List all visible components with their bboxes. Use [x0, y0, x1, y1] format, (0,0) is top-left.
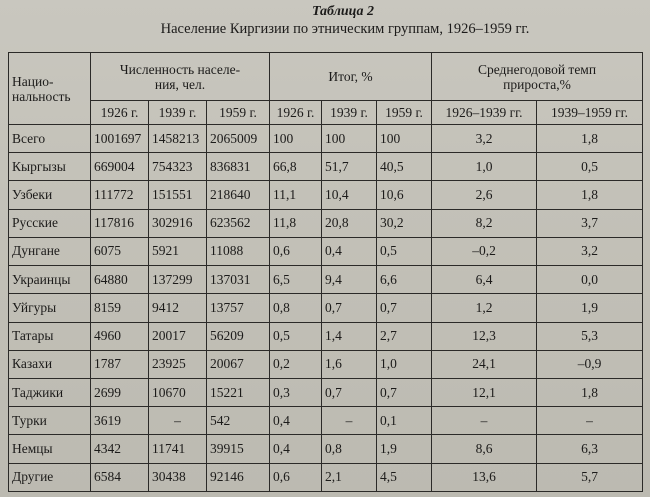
row-name: Турки [9, 407, 91, 435]
pop-1939: 754323 [149, 153, 207, 181]
pop-1959: 15221 [207, 378, 270, 406]
pop-1926: 2699 [91, 378, 149, 406]
pop-1959: 11088 [207, 237, 270, 265]
row-name: Казахи [9, 350, 91, 378]
growth-1939-1959: 1,8 [537, 378, 643, 406]
pop-1939: 9412 [149, 294, 207, 322]
share-1959: 6,6 [377, 266, 432, 294]
growth-1926-1939: 1,0 [432, 153, 537, 181]
share-1939: 0,7 [322, 294, 377, 322]
growth-1926-1939: 8,2 [432, 209, 537, 237]
growth-1926-1939: 13,6 [432, 463, 537, 491]
pop-1959: 13757 [207, 294, 270, 322]
share-1939: 20,8 [322, 209, 377, 237]
pop-1926: 1001697 [91, 125, 149, 153]
pop-1939: 10670 [149, 378, 207, 406]
pop-1939: 20017 [149, 322, 207, 350]
header-pop-1959: 1959 г. [207, 101, 270, 125]
growth-1939-1959: 0,5 [537, 153, 643, 181]
growth-1926-1939: – [432, 407, 537, 435]
share-1959: 0,7 [377, 294, 432, 322]
pop-1926: 3619 [91, 407, 149, 435]
table-row [9, 463, 643, 491]
share-1939: 0,8 [322, 435, 377, 463]
header-nationality [9, 53, 91, 125]
growth-1939-1959: 1,8 [537, 181, 643, 209]
share-1959: 0,5 [377, 237, 432, 265]
share-1959: 0,1 [377, 407, 432, 435]
header-population-text: Численность населе- ния, чел. [119, 61, 241, 92]
share-1926: 0,5 [270, 322, 322, 350]
share-1926: 0,4 [270, 407, 322, 435]
pop-1939: 137299 [149, 266, 207, 294]
share-1959: 4,5 [377, 463, 432, 491]
share-1926: 11,8 [270, 209, 322, 237]
pop-1926: 669004 [91, 153, 149, 181]
header-growth-text: Среднегодовой темп прироста,% [477, 61, 597, 92]
header-pop-1939: 1939 г. [149, 101, 207, 125]
table-row [9, 435, 643, 463]
growth-1939-1959: 3,2 [537, 237, 643, 265]
growth-1939-1959: 1,8 [537, 125, 643, 153]
share-1926: 100 [270, 125, 322, 153]
header-pop-1926: 1926 г. [91, 101, 149, 125]
pop-1939: 23925 [149, 350, 207, 378]
pop-1939: 5921 [149, 237, 207, 265]
growth-1926-1939: 2,6 [432, 181, 537, 209]
header-growth-1939-1959: 1939–1959 гг. [537, 101, 643, 125]
row-name: Всего [9, 125, 91, 153]
share-1939: 0,4 [322, 237, 377, 265]
pop-1926: 64880 [91, 266, 149, 294]
growth-1939-1959: 5,7 [537, 463, 643, 491]
row-name: Узбеки [9, 181, 91, 209]
share-1959: 10,6 [377, 181, 432, 209]
header-nationality-text: Нацио- нальность [12, 73, 71, 104]
header-share-1926: 1926 г. [270, 101, 322, 125]
share-1926: 0,4 [270, 435, 322, 463]
share-1926: 0,6 [270, 463, 322, 491]
pop-1959: 20067 [207, 350, 270, 378]
growth-1926-1939: 12,3 [432, 322, 537, 350]
table-row [9, 125, 643, 153]
growth-1939-1959: 6,3 [537, 435, 643, 463]
table-row [9, 153, 643, 181]
share-1926: 66,8 [270, 153, 322, 181]
pop-1939: – [149, 407, 207, 435]
table-row [9, 294, 643, 322]
row-name: Русские [9, 209, 91, 237]
growth-1926-1939: 24,1 [432, 350, 537, 378]
growth-1939-1959: 0,0 [537, 266, 643, 294]
share-1959: 30,2 [377, 209, 432, 237]
header-growth-group [432, 53, 643, 101]
table-number: Таблица 2 [312, 4, 374, 19]
header-population-group [91, 53, 270, 101]
table-row [9, 181, 643, 209]
share-1939: 1,6 [322, 350, 377, 378]
row-name: Кыргызы [9, 153, 91, 181]
pop-1926: 4960 [91, 322, 149, 350]
share-1939: 2,1 [322, 463, 377, 491]
header-total-group: Итог, % [270, 53, 432, 101]
share-1939: 100 [322, 125, 377, 153]
share-1959: 1,9 [377, 435, 432, 463]
pop-1939: 30438 [149, 463, 207, 491]
table-row [9, 237, 643, 265]
share-1926: 0,3 [270, 378, 322, 406]
pop-1959: 92146 [207, 463, 270, 491]
share-1939: 0,7 [322, 378, 377, 406]
share-1926: 6,5 [270, 266, 322, 294]
pop-1959: 542 [207, 407, 270, 435]
pop-1926: 111772 [91, 181, 149, 209]
share-1926: 0,2 [270, 350, 322, 378]
header-growth-1926-1939: 1926–1939 гг. [432, 101, 537, 125]
pop-1926: 117816 [91, 209, 149, 237]
table-row [9, 350, 643, 378]
growth-1939-1959: –0,9 [537, 350, 643, 378]
table-title: Население Киргизии по этническим группам, 1926–1959 гг. [160, 21, 530, 37]
pop-1939: 1458213 [149, 125, 207, 153]
share-1926: 11,1 [270, 181, 322, 209]
growth-1939-1959: 1,9 [537, 294, 643, 322]
table-row [9, 209, 643, 237]
share-1959: 40,5 [377, 153, 432, 181]
row-name: Украинцы [9, 266, 91, 294]
pop-1959: 39915 [207, 435, 270, 463]
population-table [8, 52, 643, 492]
row-name: Дунгане [9, 237, 91, 265]
share-1939: – [322, 407, 377, 435]
pop-1926: 8159 [91, 294, 149, 322]
growth-1926-1939: –0,2 [432, 237, 537, 265]
pop-1926: 6075 [91, 237, 149, 265]
pop-1926: 4342 [91, 435, 149, 463]
header-share-1959: 1959 г. [377, 101, 432, 125]
share-1959: 1,0 [377, 350, 432, 378]
pop-1939: 151551 [149, 181, 207, 209]
pop-1959: 2065009 [207, 125, 270, 153]
growth-1926-1939: 6,4 [432, 266, 537, 294]
table-row [9, 378, 643, 406]
growth-1926-1939: 1,2 [432, 294, 537, 322]
pop-1959: 218640 [207, 181, 270, 209]
share-1939: 9,4 [322, 266, 377, 294]
pop-1959: 836831 [207, 153, 270, 181]
table-row [9, 266, 643, 294]
table-row [9, 322, 643, 350]
share-1959: 100 [377, 125, 432, 153]
growth-1926-1939: 8,6 [432, 435, 537, 463]
share-1939: 10,4 [322, 181, 377, 209]
row-name: Татары [9, 322, 91, 350]
header-share-1939: 1939 г. [322, 101, 377, 125]
growth-1939-1959: 3,7 [537, 209, 643, 237]
growth-1939-1959: 5,3 [537, 322, 643, 350]
row-name: Немцы [9, 435, 91, 463]
pop-1926: 6584 [91, 463, 149, 491]
growth-1926-1939: 12,1 [432, 378, 537, 406]
pop-1959: 623562 [207, 209, 270, 237]
share-1959: 2,7 [377, 322, 432, 350]
growth-1926-1939: 3,2 [432, 125, 537, 153]
share-1939: 1,4 [322, 322, 377, 350]
share-1959: 0,7 [377, 378, 432, 406]
growth-1939-1959: – [537, 407, 643, 435]
pop-1939: 302916 [149, 209, 207, 237]
row-name: Уйгуры [9, 294, 91, 322]
pop-1959: 137031 [207, 266, 270, 294]
share-1926: 0,6 [270, 237, 322, 265]
pop-1939: 11741 [149, 435, 207, 463]
pop-1959: 56209 [207, 322, 270, 350]
share-1939: 51,7 [322, 153, 377, 181]
share-1926: 0,8 [270, 294, 322, 322]
row-name: Другие [9, 463, 91, 491]
row-name: Таджики [9, 378, 91, 406]
pop-1926: 1787 [91, 350, 149, 378]
table-row [9, 407, 643, 435]
